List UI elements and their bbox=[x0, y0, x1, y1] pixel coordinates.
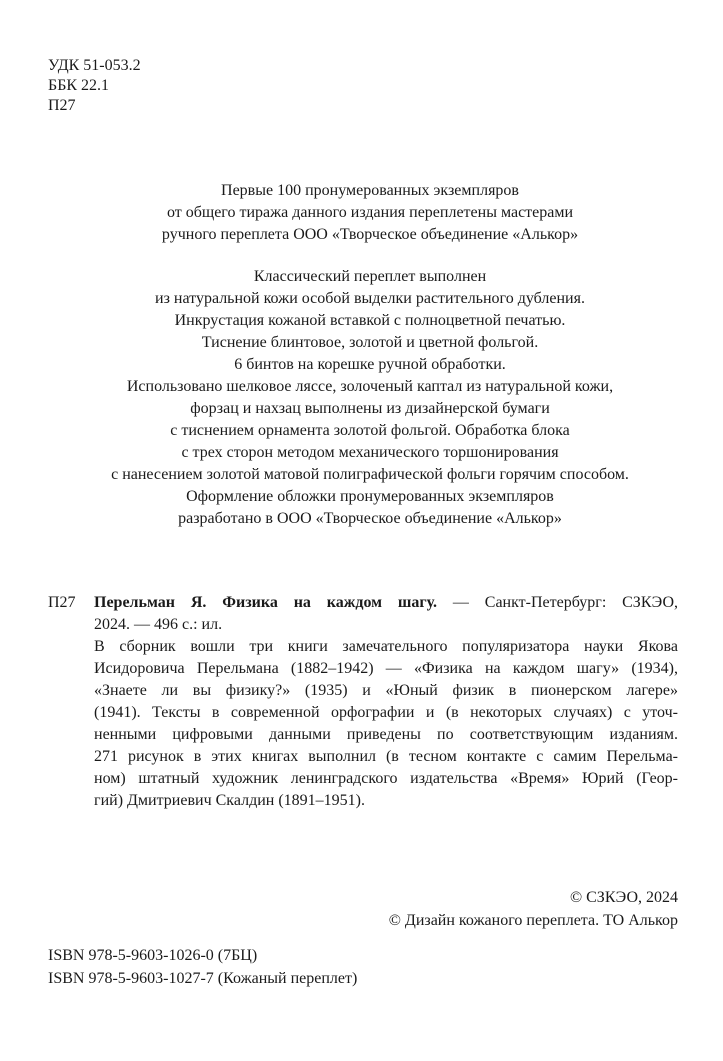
entry-title: Перельман Я. Физика на каждом шагу. bbox=[94, 594, 438, 611]
isbn-standard: ISBN 978-5-9603-1026-0 (7БЦ) bbox=[48, 947, 258, 964]
entry-code: П27 bbox=[48, 594, 76, 611]
description-line: 271 рисунок в этих книгах выполнил (в тесном контакте с самим Перельма- bbox=[94, 748, 678, 765]
copyright-publisher: © СЗКЭО, 2024 bbox=[569, 889, 678, 906]
isbn-leather: ISBN 978-5-9603-1027-7 (Кожаный переплет) bbox=[48, 970, 358, 987]
notice-line: от общего тиража данного издания переплетены мастерами bbox=[166, 204, 574, 221]
binding-line: форзац и нахзац выполнены из дизайнерской бумаги bbox=[190, 400, 550, 417]
binding-line: из натуральной кожи особой выделки растительного дубления. bbox=[155, 290, 585, 307]
entry-publisher: — Санкт-Петербург: СЗКЭО, bbox=[437, 594, 678, 611]
entry-imprint: 2024. — 496 с.: ил. bbox=[94, 616, 223, 633]
description-line: ненными цифровыми данными приведены по соответствующим изданиям. bbox=[94, 726, 678, 743]
notice-line: Первые 100 пронумерованных экземпляров bbox=[221, 182, 519, 199]
copyright-design: © Дизайн кожаного переплета. ТО Алькор bbox=[388, 912, 678, 929]
binding-line: Классический переплет выполнен bbox=[253, 268, 487, 285]
binding-line: 6 бинтов на корешке ручной обработки. bbox=[234, 356, 506, 373]
binding-line: Инкрустация кожаной вставкой с полноцветной печатью. bbox=[174, 312, 566, 329]
description-line: В сборник вошли три книги замечательного популяризатора науки Якова bbox=[94, 638, 678, 655]
classification-block bbox=[48, 56, 141, 116]
binding-description bbox=[40, 266, 700, 530]
binding-line: Оформление обложки пронумерованных экземпляров bbox=[186, 488, 554, 505]
notice-line: ручного переплета ООО «Творческое объединение «Алькор» bbox=[161, 226, 579, 243]
bibliographic-entry bbox=[48, 592, 678, 812]
isbn-block bbox=[48, 944, 357, 990]
binding-line: с нанесением золотой матовой полиграфической фольги горячим способом. bbox=[111, 466, 629, 483]
binding-line: разработано в ООО «Творческое объединение «Алькор» bbox=[178, 510, 562, 527]
description-line: «Знаете ли вы физику?» (1935) и «Юный физик в пионерском лагере» bbox=[94, 682, 678, 699]
description-line: Исидоровича Перельмана (1882–1942) — «Физика на каждом шагу» (1934), bbox=[94, 660, 678, 677]
udk-code: УДК 51-053.2 bbox=[48, 57, 141, 74]
entry-title-line bbox=[94, 592, 678, 614]
author-sign: П27 bbox=[48, 97, 76, 114]
bbk-code: ББК 22.1 bbox=[48, 77, 110, 94]
numbered-copies-notice bbox=[40, 180, 700, 246]
description-line: (1941). Тексты в современной орфографии и (в некоторых случаях) с уточ- bbox=[94, 704, 678, 721]
binding-line: Использовано шелковое ляссе, золоченый каптал из натуральной кожи, bbox=[126, 378, 614, 395]
description-line: гий) Дмитриевич Скалдин (1891–1951). bbox=[94, 792, 365, 809]
copyright-block bbox=[389, 886, 678, 932]
binding-line: Тиснение блинтовое, золотой и цветной фольгой. bbox=[201, 334, 539, 351]
entry-body bbox=[94, 592, 678, 812]
binding-line: с трех сторон методом механического торшонирования bbox=[181, 444, 559, 461]
description-line: ном) штатный художник ленинградского издательства «Время» Юрий (Геор- bbox=[94, 770, 678, 787]
binding-line: с тиснением орнамента золотой фольгой. Обработка блока bbox=[170, 422, 570, 439]
